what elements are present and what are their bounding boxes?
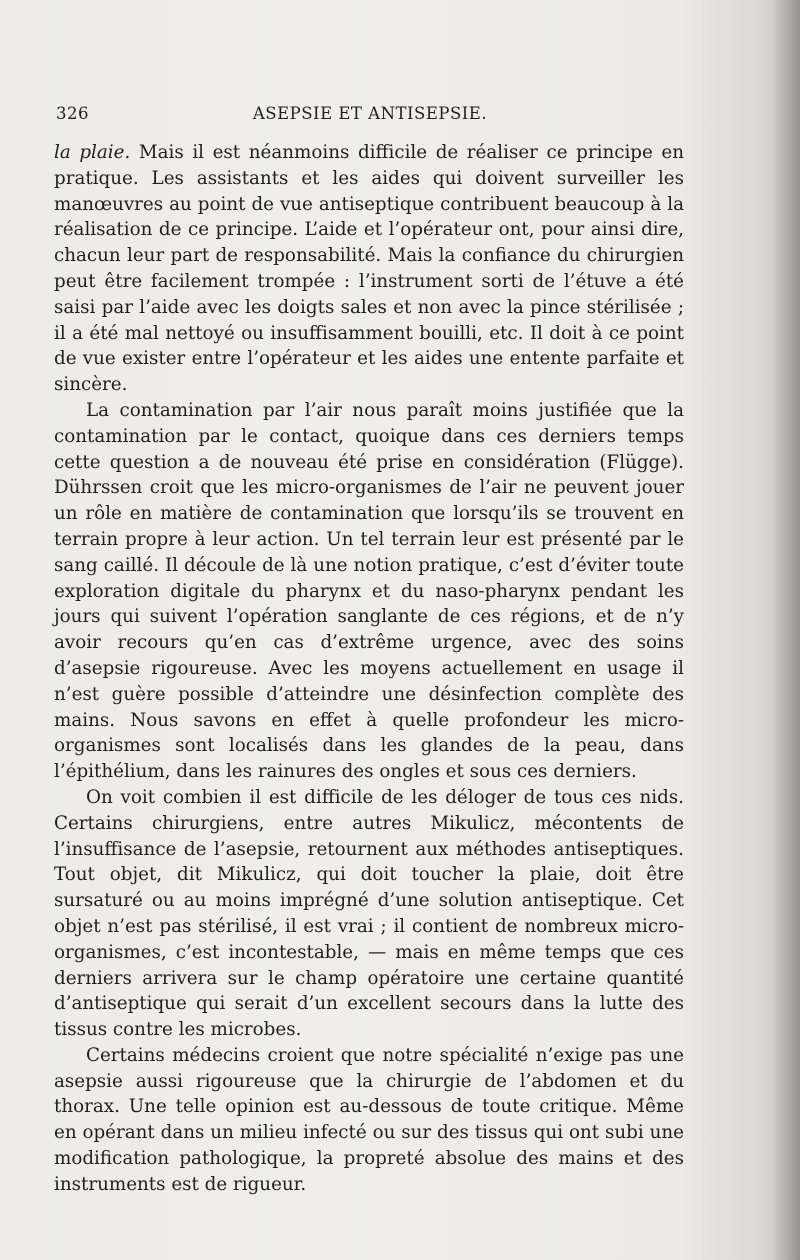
page-gutter-shadow: [772, 0, 800, 1260]
page-number: 326: [56, 104, 89, 123]
paragraph-1-lead-italic: la plaie.: [54, 142, 131, 163]
paragraph-3: On voit combien il est difficile de les déloger de tous ces nids. Certains chirurgiens, entre autres Mikulicz, mécontents de l’insuffisance de l’asepsie, retournent aux méthodes antiseptiques. Tout objet, dit Mikulicz, qui doit toucher la plaie, doit être sursaturé ou au moins imprégné d’une solution antiseptique. Cet objet n’est pas stérilisé, il est vrai ; il contient de nombreux micro-organismes, c’est incontestable, — mais en même temps que ces derniers arrivera sur le champ opératoire une certaine quantité d’antiseptique qui serait d’un excellent secours dans la lutte des tissus contre les microbes.: [54, 786, 684, 1041]
paragraph-1-text: Mais il est néanmoins difficile de réaliser ce principe en pratique. Les assistants et les aides qui doivent surveiller les manœuvres au point de vue antiseptique contribuent beaucoup à la réalisation de ce principe. L’aide et l’opérateur ont, pour ainsi dire, chacun leur part de responsabilité. Mais la confiance du chirurgien peut être facilement trompée : l’instrument sorti de l’étuve a été saisi par l’aide avec les doigts sales et non avec la pince stérilisée ; il a été mal nettoyé ou insuffisamment bouilli, etc. Il doit à ce point de vue exister entre l’opérateur et les aides une entente parfaite et sincère.: [54, 142, 685, 396]
body-text: [54, 140, 684, 1198]
running-head: ASEPSIE ET ANTISEPSIE.: [252, 104, 488, 123]
paragraph-1: [54, 140, 684, 398]
paragraph-2: La contamination par l’air nous paraît moins justifiée que la contamination par le contact, quoique dans ces derniers temps cette question a de nouveau été prise en considération (Flügge). Dührssen croit que les micro-organismes de l’air ne peuvent jouer un rôle en matière de contamination que lorsqu’ils se trouvent en terrain propre à leur action. Un tel terrain leur est présenté par le sang caillé. Il découle de là une notion pratique, c’est d’éviter toute exploration digitale du pharynx et du naso-pharynx pendant les jours qui suivent l’opération sanglante de ces régions, et de n’y avoir recours qu’en cas d’extrême urgence, avec des soins d’asepsie rigoureuse. Avec les moyens actuellement en usage il n’est guère possible d’atteindre une désinfection complète des mains. Nous savons en effet à quelle profondeur les micro-organismes sont localisés dans les glandes de la peau, dans l’épithélium, dans les rainures des ongles et sous ces derniers.: [54, 399, 684, 783]
paragraph-4: Certains médecins croient que notre spécialité n’exige pas une asepsie aussi rigoureuse que la chirurgie de l’abdomen et du thorax. Une telle opinion est au-dessous de toute critique. Même en opérant dans un milieu infecté ou sur des tissus qui ont subi une modification pathologique, la propreté absolue des mains et des instruments est de rigueur.: [54, 1044, 684, 1195]
page-header: [56, 100, 684, 130]
